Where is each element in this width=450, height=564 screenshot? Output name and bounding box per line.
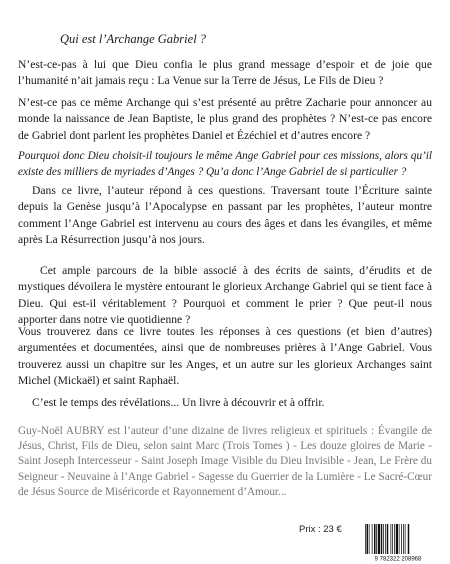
barcode-bar — [387, 524, 389, 554]
paragraph-question: Pourquoi donc Dieu choisit-il toujours le même Ange Gabriel pour ces missions, alors qu’il existe des milliers de myriades d’Anges ? Qu’a donc l’Ange Gabriel de si particulier ? — [18, 150, 432, 178]
barcode-bar — [365, 524, 366, 554]
barcode-bar — [401, 524, 402, 554]
barcode-bar — [372, 524, 373, 554]
barcode-bar — [391, 524, 392, 554]
barcode-bar — [394, 524, 395, 554]
paragraph-contents: Vous trouverez dans ce livre toutes les réponses à ces questions (et bien d’autres) argumentées et documentées, ainsi que de nombreuses prières à l’Ange Gabriel. Vous trouverez aussi un chapitre sur les Anges, et un autre sur les glorieux Archanges saint Michel (Mickaël) et saint Raphaël. — [18, 325, 432, 387]
paragraph-journey: Cet ample parcours de la bible associé à des écrits de saints, d’érudits et de mystiques dévoilera le mystère entourant le glorieux Archange Gabriel qui se tient face à Dieu. Qui est-il véritablement ? Pourquoi et comment le prier ? Que peut-il nous apporter dans notre vie quotidienne ? — [18, 264, 432, 326]
price-label: Prix : 23 € — [299, 524, 342, 535]
barcode-bar — [378, 524, 380, 554]
barcode-bar — [374, 524, 376, 554]
barcode-bar — [399, 524, 400, 554]
barcode-bar — [392, 524, 393, 554]
barcode-bar — [369, 524, 370, 554]
barcode-bar — [367, 524, 369, 554]
paragraph-zacharie: N’est-ce pas ce même Archange qui s’est présenté au prêtre Zacharie pour annoncer au monde la naissance de Jean Baptiste, le plus grand des prophètes ? N’est-ce pas encore de Gabriel dont parlent les prophètes Daniel et Ézéchiel et d’autres encore ? — [18, 96, 432, 142]
paragraph-closing: C’est le temps des révélations... Un livre à découvrir et à offrir. — [32, 396, 325, 409]
page-title: Qui est l’Archange Gabriel ? — [60, 32, 207, 46]
barcode-bar — [381, 524, 383, 554]
barcode-bar — [385, 524, 386, 554]
barcode-bar — [405, 524, 406, 554]
author-bio: Guy-Noël AUBRY est l’auteur d’une dizaine de livres religieux et spirituels : Évangile de Jésus, Christ, Fils de Dieu, selon saint Marc (Trois Tomes ) - Les douze gloires de Marie - Saint Joseph Intercesseur - Saint Joseph Image Visible du Dieu Invisible - Jean, Le Frère du Seigneur - Neuvaine à l’Ange Gabriel - Sagesse du Guerrier de la Lumière - Le Sacré-Cœur de Jésus Source de Miséricorde et Rayonnement d’Amour... — [18, 425, 432, 498]
barcode-bar — [376, 524, 377, 554]
barcode-bar — [408, 524, 410, 554]
paragraph-intro: N’est-ce-pas à lui que Dieu confia le plus grand message d’espoir et de joie que l’humanité n’ait jamais reçu : La Venue sur la Terre de Jésus, Le Fils de Dieu ? — [18, 58, 432, 88]
barcode-bar — [383, 524, 384, 554]
barcode-icon — [362, 522, 434, 562]
barcode-bar — [403, 524, 404, 554]
barcode-bar — [396, 524, 398, 554]
paragraph-book-summary: Dans ce livre, l’auteur répond à ces questions. Traversant toute l’Écriture sainte depuis la Genèse jusqu’à l’Apocalypse en passant par les prophètes, l’auteur montre comment l’Ange Gabriel est intervenu au cours des âges et dans les évangiles, et même après La Résurrection jusqu’à nos jours. — [18, 184, 432, 246]
isbn-number: 9 782322 208968 — [374, 556, 422, 562]
